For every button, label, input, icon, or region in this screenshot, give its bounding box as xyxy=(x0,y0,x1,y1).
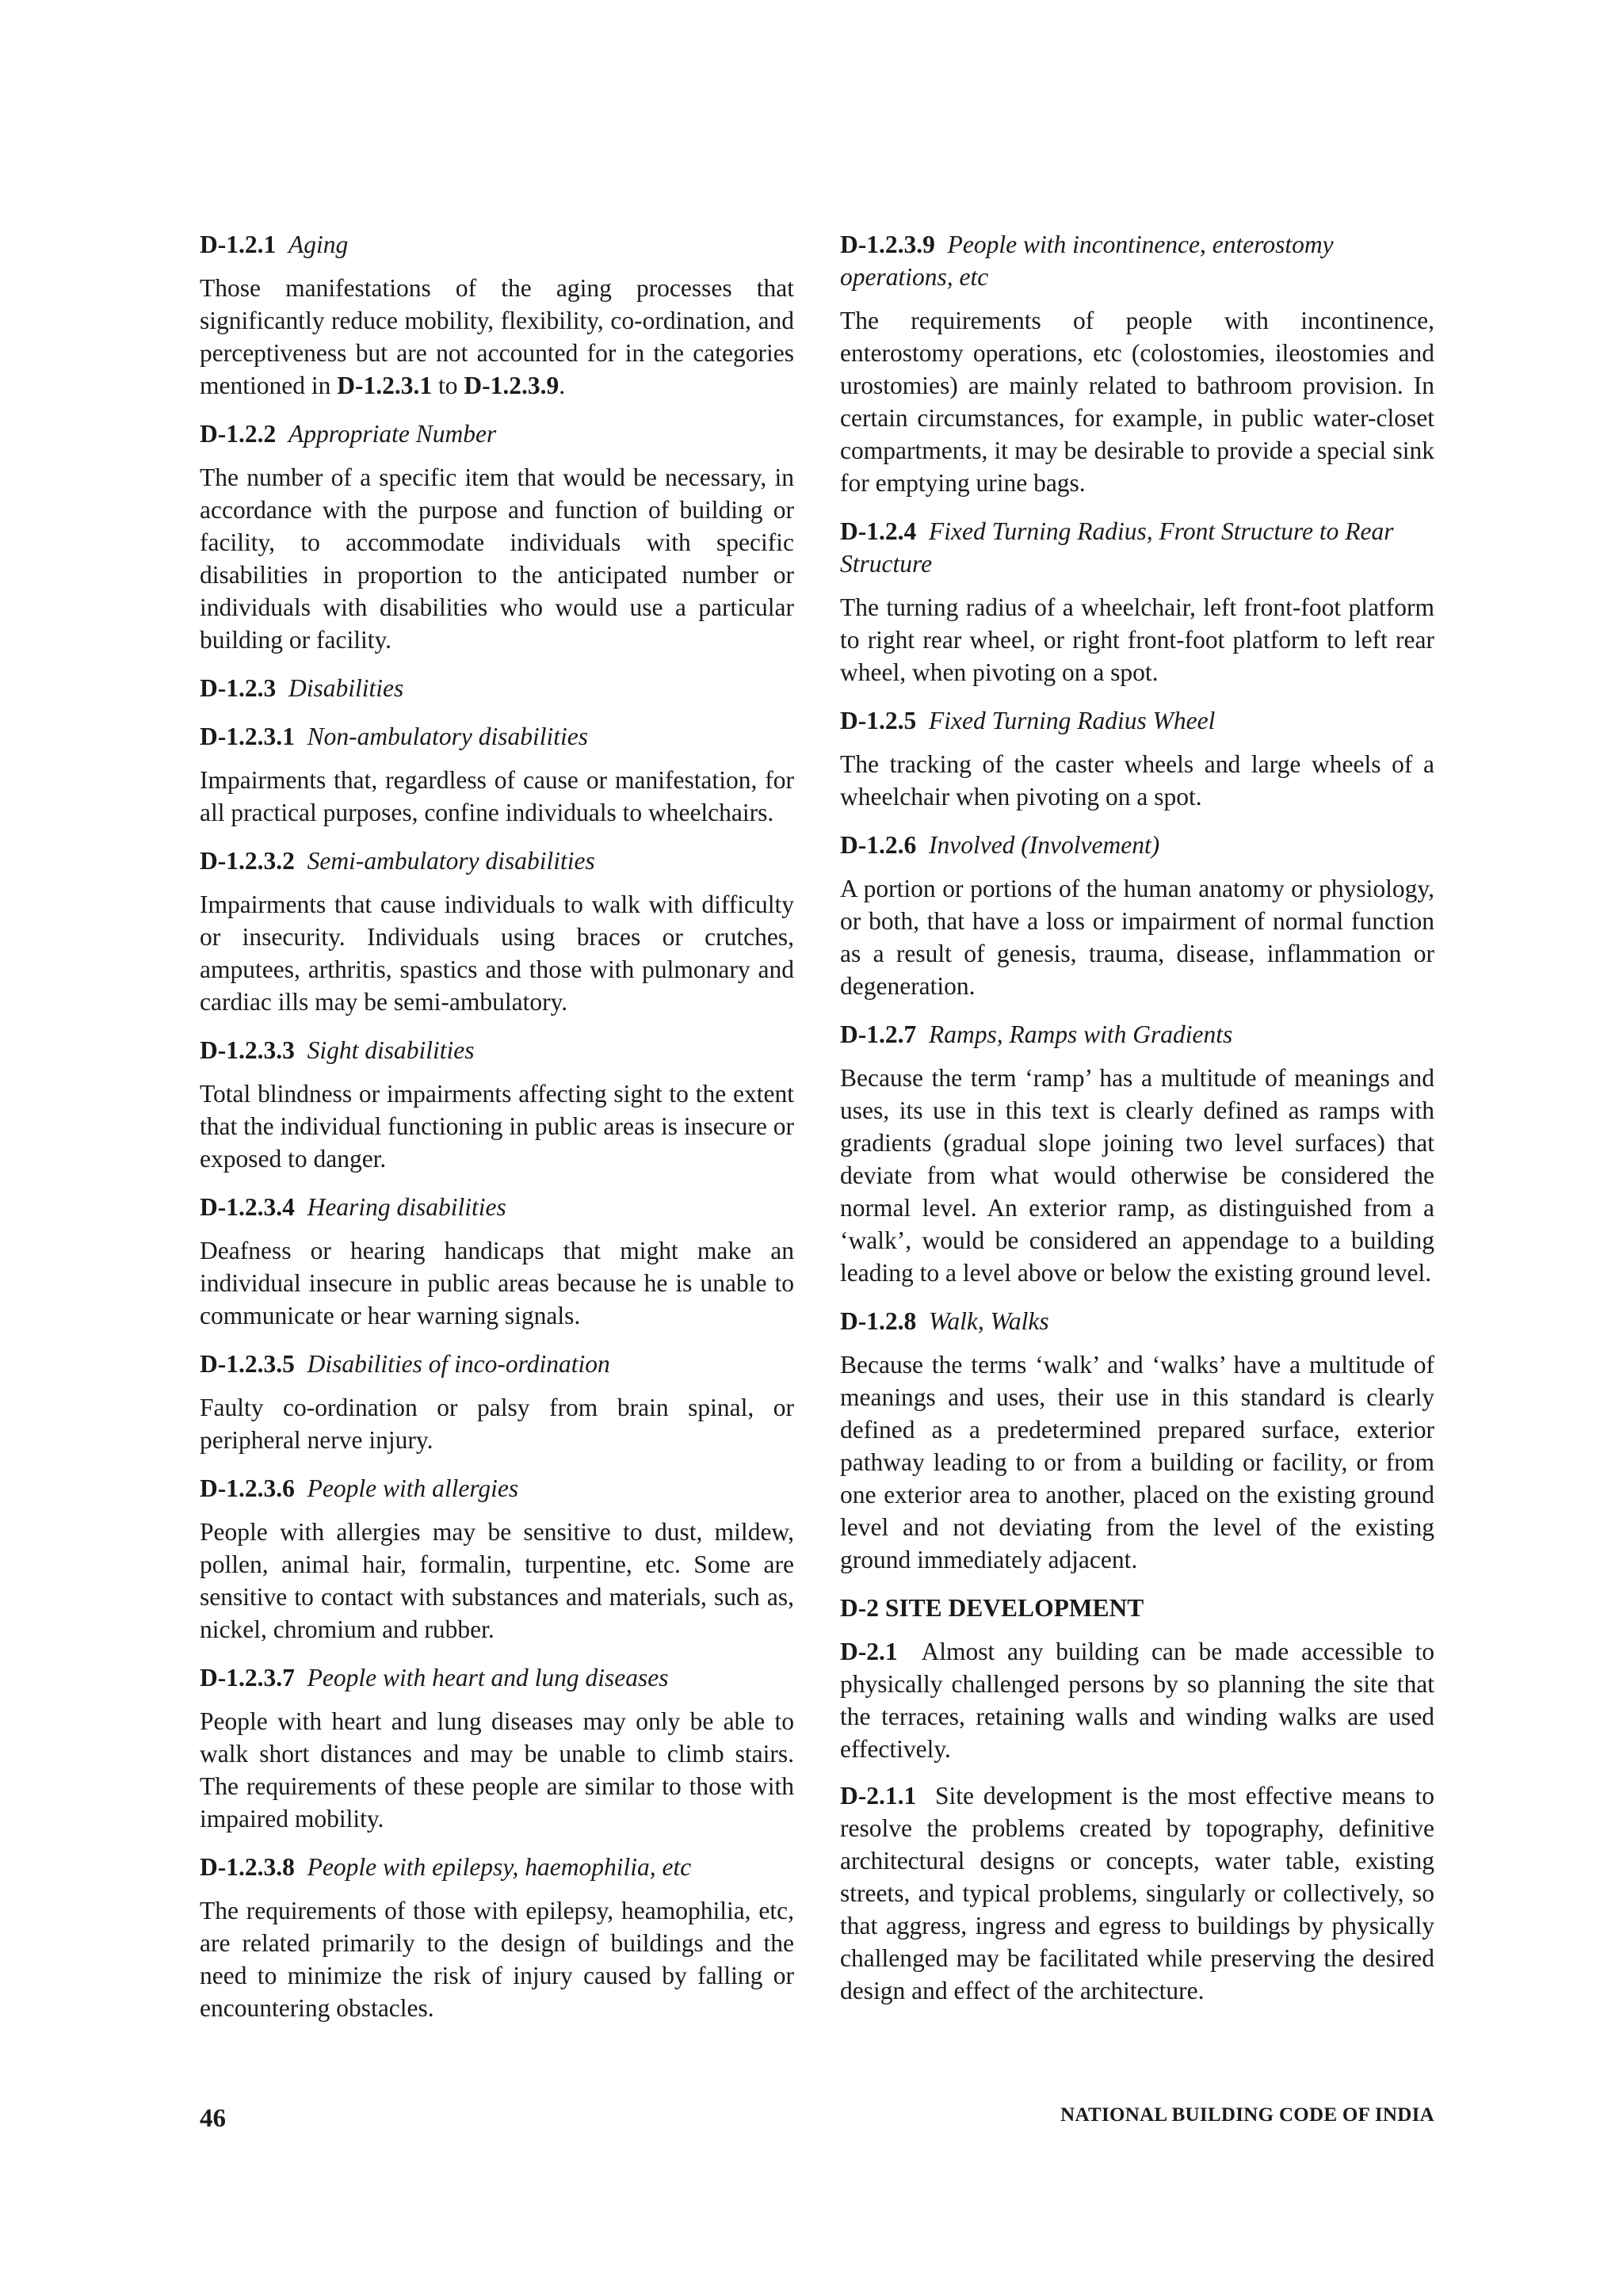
clause-paragraph: Because the terms ‘walk’ and ‘walks’ have a multitude of meanings and uses, their use in this standard is clearly defined as a predetermined prepared surface, exterior pathway leading to or from a building or facility, or from one exterior area to another, placed on the existing ground level and not deviating from the level of the existing ground immediately adjacent. xyxy=(840,1351,1434,1573)
clause-number: D-1.2.3.7 xyxy=(200,1664,295,1691)
section-clauses xyxy=(840,1635,1434,2007)
clause xyxy=(840,704,1434,813)
clause-paragraph: Because the term ‘ramp’ has a multitude of meanings and uses, its use in this text is clearly defined as ramps with gradients (gradual slope joining two level surfaces) that deviate from what would otherwise be considered the normal level. An exterior ramp, as distinguished from a ‘walk’, would be considered an appendage to a building leading to a level above or below the existing ground level. xyxy=(840,1064,1434,1287)
clause-number: D-1.2.3.5 xyxy=(200,1350,295,1378)
clause-paragraph: The number of a specific item that would be necessary, in accordance with the purpose and function of building or facility, to accommodate individuals with specific disabilities in proportion to the anticipated number or individuals with disabilities who would use a particular building or facility. xyxy=(200,463,794,654)
clause-paragraph: Impairments that cause individuals to walk with difficulty or insecurity. Individuals using braces or crutches, amputees, arthritis, spastics and those with pulmonary and cardiac ills may be semi-ambulatory. xyxy=(200,891,794,1016)
section-clause xyxy=(840,1635,1434,1765)
clause-title: Disabilities of inco-ordination xyxy=(307,1350,610,1378)
clause-heading xyxy=(200,1191,794,1223)
clause xyxy=(200,672,794,704)
clause xyxy=(200,1348,794,1456)
clause-heading xyxy=(840,228,1434,293)
clause xyxy=(200,228,794,402)
clause-paragraph: The requirements of people with incontinence, enterostomy operations, etc (colostomies, ileostomies and urostomies) are mainly related to bathroom provision. In certain circumstances, for example, in public water-closet compartments, it may be desirable to provide a special sink for emptying urine bags. xyxy=(840,307,1434,497)
left-column xyxy=(200,228,794,2040)
clause xyxy=(200,1661,794,1835)
clause-heading xyxy=(840,515,1434,580)
clause-heading xyxy=(200,418,794,450)
clause-title: Sight disabilities xyxy=(307,1036,475,1064)
clause-number: D-1.2.3.2 xyxy=(200,847,295,875)
clause-number: D-1.2.3.8 xyxy=(200,1853,295,1881)
clause-paragraph: Total blindness or impairments affecting sight to the extent that the individual functioning in public areas is insecure or exposed to danger. xyxy=(200,1080,794,1173)
clause-number: D-2.1.1 xyxy=(840,1782,917,1810)
right-clauses xyxy=(840,228,1434,1576)
clause xyxy=(200,720,794,829)
clause xyxy=(200,845,794,1018)
clause-heading xyxy=(840,1305,1434,1337)
clause-number: D-1.2.3.4 xyxy=(200,1193,295,1221)
clause-number: D-1.2.7 xyxy=(840,1020,917,1048)
clause-number: D-1.2.1 xyxy=(200,231,277,258)
clause-heading xyxy=(200,1472,794,1505)
clause-title: People with heart and lung diseases xyxy=(307,1664,669,1691)
clause-heading xyxy=(200,1661,794,1694)
clause-paragraph: Impairments that, regardless of cause or manifestation, for all practical purposes, confine individuals to wheelchairs. xyxy=(200,766,794,826)
section-site-development xyxy=(840,1592,1434,2007)
clause-paragraph: The turning radius of a wheelchair, left front-foot platform to right rear wheel, or right front-foot platform to left rear wheel, when pivoting on a spot. xyxy=(840,593,1434,686)
clause-title: Hearing disabilities xyxy=(307,1193,506,1221)
clause-number: D-1.2.3 xyxy=(200,674,277,702)
clause-paragraph: The tracking of the caster wheels and large wheels of a wheelchair when pivoting on a spot. xyxy=(840,750,1434,810)
clause-heading xyxy=(840,829,1434,861)
clause-reference: D-1.2.3.9 xyxy=(464,372,559,399)
section-clause xyxy=(840,1779,1434,2007)
clause-paragraph: Those manifestations of the aging processes that significantly reduce mobility, flexibility, co-ordination, and perceptiveness but are not accounted for in the categories mentioned in D-1.2.3.1 to D-1.2.3.9. xyxy=(200,274,794,399)
clause-number: D-1.2.4 xyxy=(840,517,917,545)
clause-paragraph: People with heart and lung diseases may only be able to walk short distances and may be unable to climb stairs. The requirements of these people are similar to those with impaired mobility. xyxy=(200,1707,794,1833)
clause-number: D-2.1 xyxy=(840,1638,898,1665)
clause xyxy=(200,418,794,656)
clause-title: People with incontinence, enterostomy operations, etc xyxy=(840,231,1334,291)
clause-heading xyxy=(200,845,794,877)
clause-heading xyxy=(200,672,794,704)
clause-number: D-1.2.5 xyxy=(840,707,917,734)
clause-reference: D-1.2.3.1 xyxy=(337,372,433,399)
clause-number: D-1.2.8 xyxy=(840,1307,917,1335)
clause xyxy=(840,515,1434,688)
section-heading: D-2 SITE DEVELOPMENT xyxy=(840,1594,1144,1622)
clause-number: D-1.2.6 xyxy=(840,831,917,859)
publication-title: NATIONAL BUILDING CODE OF INDIA xyxy=(1060,2104,1434,2126)
clause-heading xyxy=(200,720,794,753)
clause-number: D-1.2.3.9 xyxy=(840,231,935,258)
clause-paragraph: Faulty co-ordination or palsy from brain spinal, or peripheral nerve injury. xyxy=(200,1394,794,1454)
clause-title: Fixed Turning Radius Wheel xyxy=(929,707,1216,734)
clause-paragraph: People with allergies may be sensitive to dust, mildew, pollen, animal hair, formalin, turpentine, etc. Some are sensitive to contact with substances and materials, such as, nickel, chromium and rubber. xyxy=(200,1518,794,1643)
clause-heading xyxy=(200,1034,794,1066)
clause-number: D-1.2.2 xyxy=(200,420,277,448)
clause xyxy=(200,1851,794,2024)
clause-text: Almost any building can be made accessible to physically challenged persons by so planning the site that the terraces, retaining walls and winding walks are used effectively. xyxy=(840,1638,1434,1763)
clause-heading xyxy=(200,1851,794,1883)
clause-heading xyxy=(200,1348,794,1380)
clause-title: People with allergies xyxy=(307,1474,519,1502)
right-column xyxy=(840,228,1434,2021)
clause xyxy=(200,1472,794,1646)
clause xyxy=(200,1034,794,1175)
clause xyxy=(840,829,1434,1002)
clause-number: D-1.2.3.1 xyxy=(200,723,295,750)
clause-paragraph: Deafness or hearing handicaps that might make an individual insecure in public areas because he is unable to communicate or hear warning signals. xyxy=(200,1237,794,1329)
clause-title: Non-ambulatory disabilities xyxy=(307,723,588,750)
clause-title: Fixed Turning Radius, Front Structure to Rear Structure xyxy=(840,517,1394,578)
clause-title: Semi-ambulatory disabilities xyxy=(307,847,595,875)
clause-paragraph: A portion or portions of the human anatomy or physiology, or both, that have a loss or impairment of normal function as a result of genesis, trauma, disease, inflammation or degeneration. xyxy=(840,875,1434,1000)
clause xyxy=(200,1191,794,1332)
clause-heading xyxy=(840,704,1434,737)
clause xyxy=(840,1018,1434,1289)
clause-title: Ramps, Ramps with Gradients xyxy=(929,1020,1233,1048)
clause-title: Walk, Walks xyxy=(929,1307,1049,1335)
clause-number: D-1.2.3.6 xyxy=(200,1474,295,1502)
clause-paragraph: The requirements of those with epilepsy, heamophilia, etc, are related primarily to the design of buildings and the need to minimize the risk of injury caused by falling or encountering obstacles. xyxy=(200,1897,794,2022)
clause-text: Site development is the most effective means to resolve the problems created by topography, definitive architectural designs or concepts, water table, existing streets, and typical problems, singularly or collectively, so that aggress, ingress and egress to buildings by physically challenged may be facilitated while preserving the desired design and effect of the architecture. xyxy=(840,1782,1434,2004)
clause-heading xyxy=(200,228,794,261)
clause-heading xyxy=(840,1018,1434,1051)
clause xyxy=(840,1305,1434,1576)
clause-number: D-1.2.3.3 xyxy=(200,1036,295,1064)
page-number: 46 xyxy=(200,2104,226,2133)
clause-title: Aging xyxy=(288,231,349,258)
clause-title: People with epilepsy, haemophilia, etc xyxy=(307,1853,692,1881)
clause-title: Disabilities xyxy=(288,674,404,702)
clause-title: Appropriate Number xyxy=(288,420,497,448)
clause xyxy=(840,228,1434,499)
clause-title: Involved (Involvement) xyxy=(929,831,1160,859)
